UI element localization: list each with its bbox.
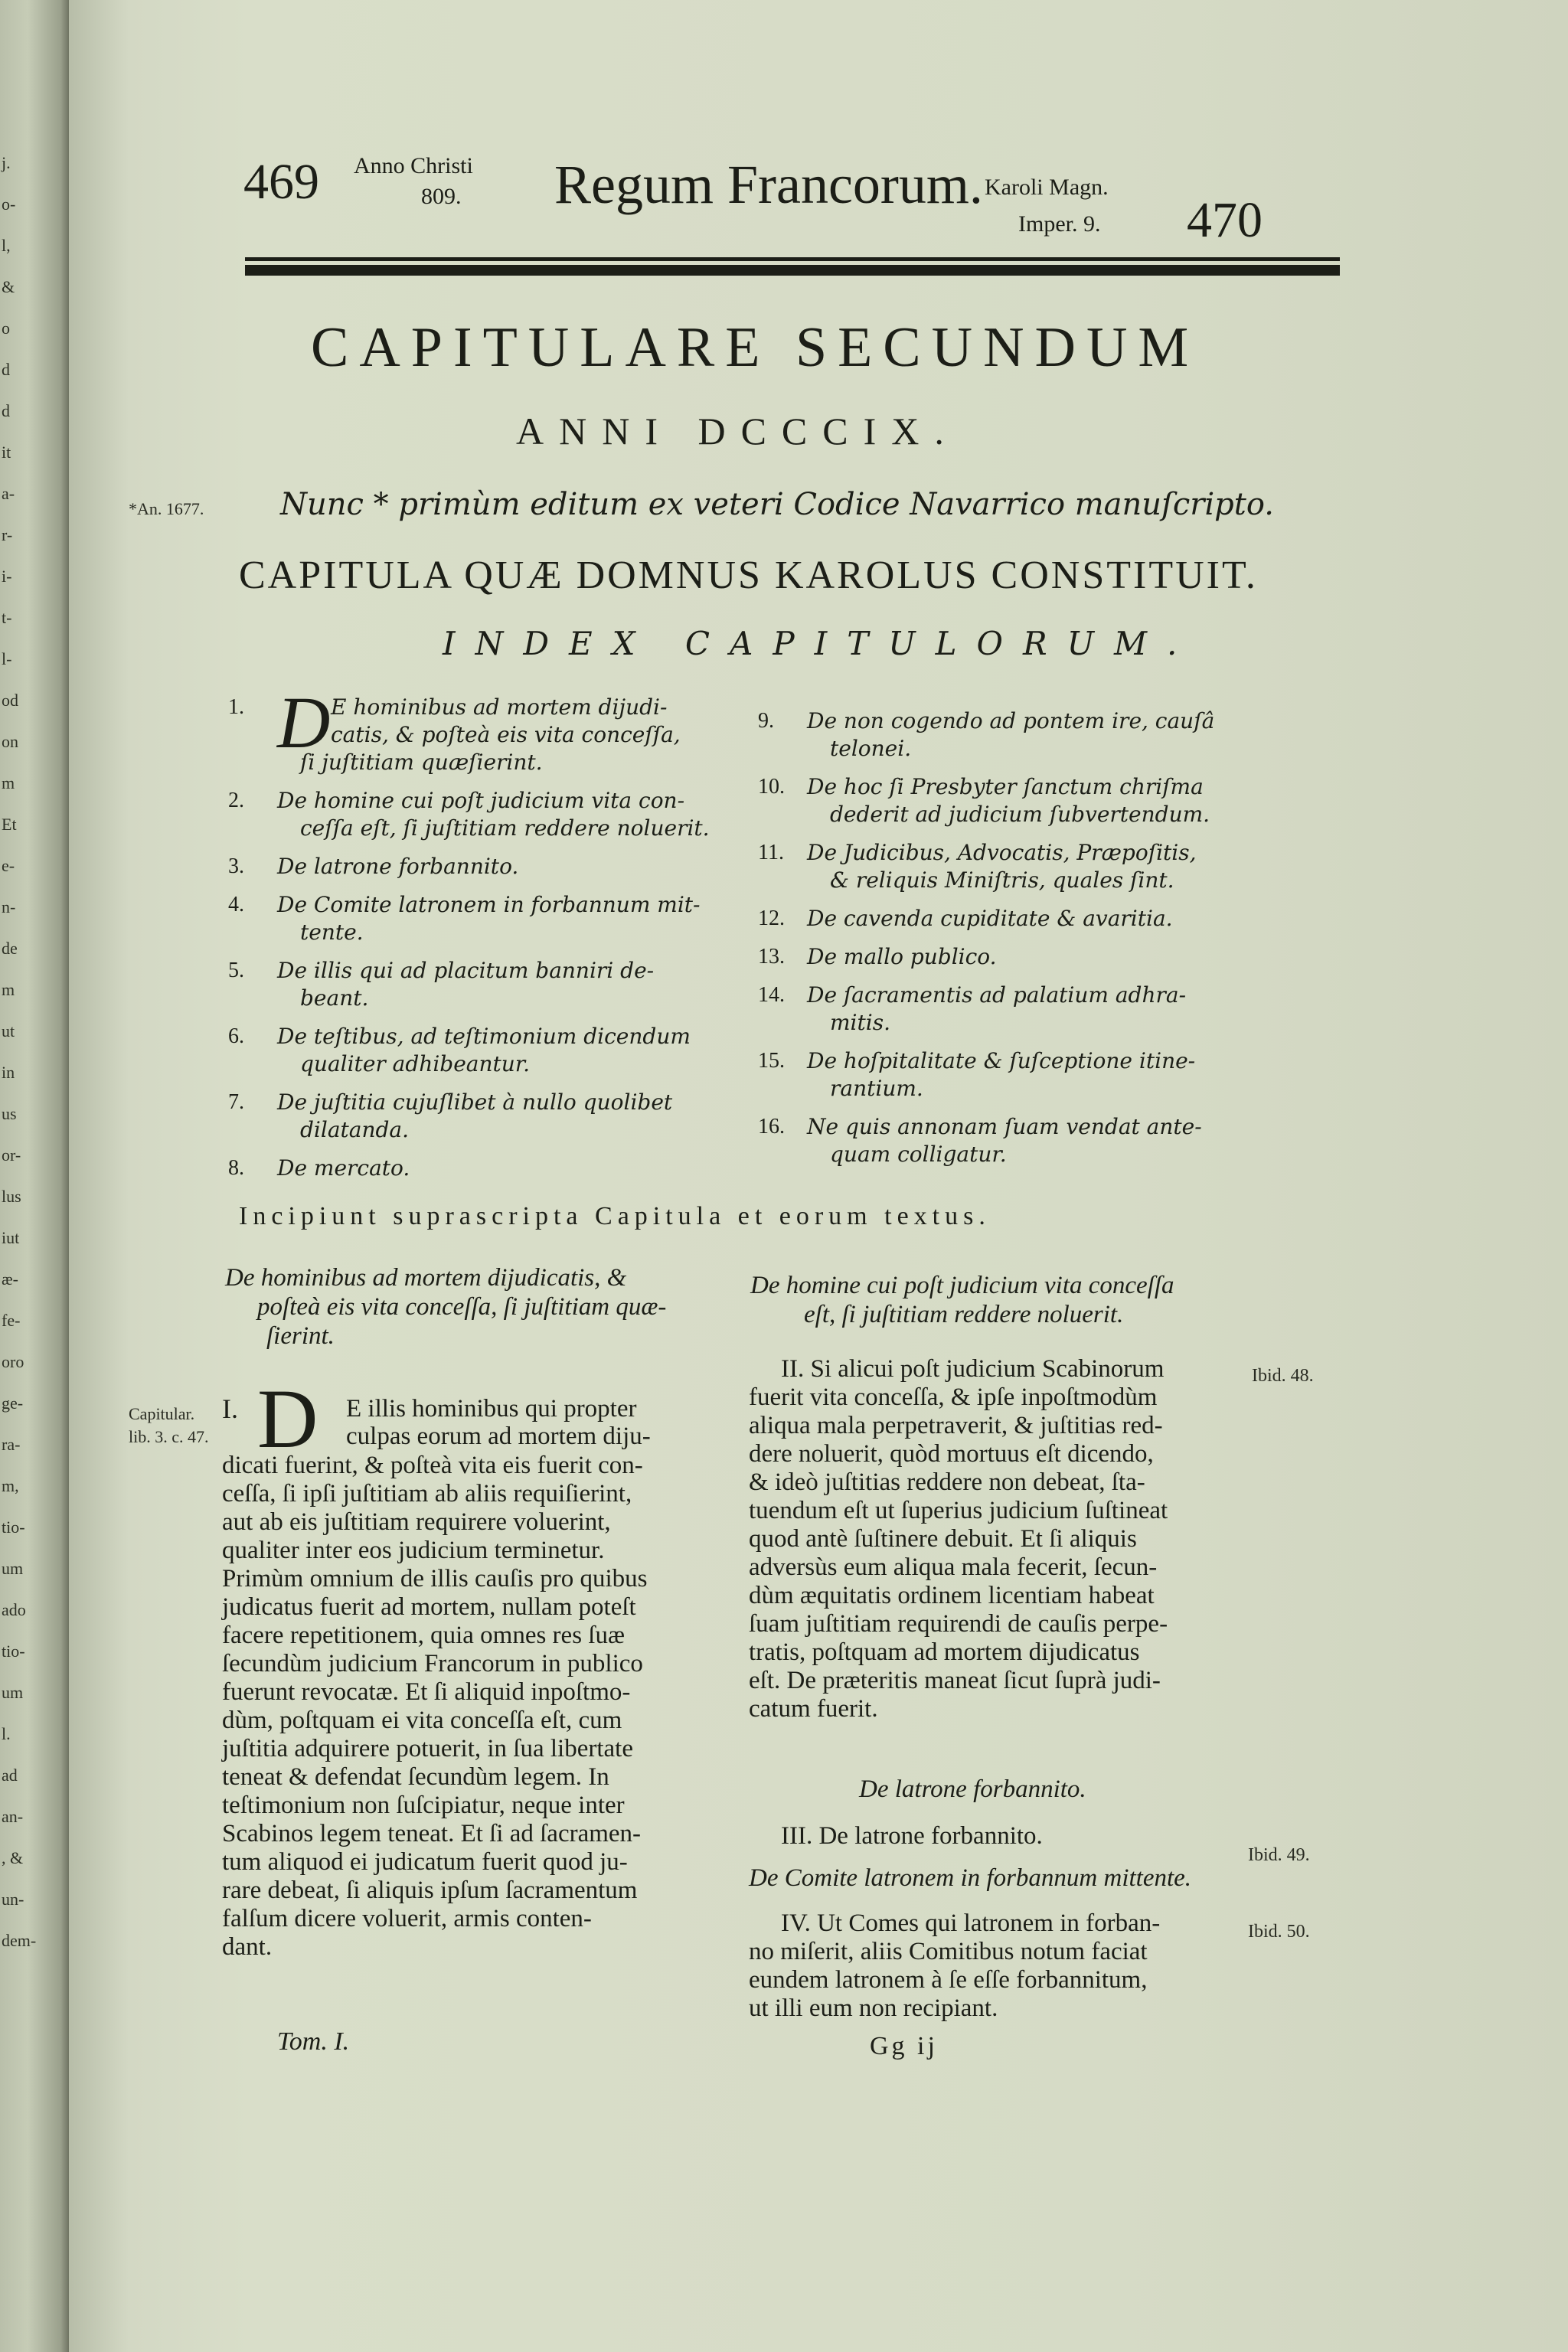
gutter-fragment: e- (2, 856, 15, 875)
index-entry-number: 8. (228, 1156, 244, 1180)
index-entry-line: dederit ad judicium ſubvertendum. (830, 802, 1210, 827)
gutter-fragment: d (2, 401, 10, 420)
index-entry (228, 681, 681, 776)
index-entry (228, 1155, 410, 1182)
index-entry-line: telonei. (830, 736, 912, 761)
right-body-line: dùm æquitatis ordinem licentiam habeat (749, 1582, 1155, 1609)
gutter-fragment: us (2, 1104, 17, 1123)
gutter-fragment: t- (2, 608, 12, 627)
anno-year: 809. (421, 184, 462, 209)
index-entry (228, 1023, 691, 1078)
index-entry-number: 1. (228, 695, 244, 719)
index-entry-line: ſi juſtitiam quæſierint. (300, 750, 543, 775)
gutter-fragment: & (2, 277, 15, 296)
gutter-fragment: d (2, 360, 10, 379)
gutter-fragment: iut (2, 1228, 20, 1247)
index-entry-number: 16. (758, 1115, 785, 1138)
index-entry-number: 3. (228, 854, 244, 878)
index-entry-line: De teſtibus, ad teſtimonium dicendum (277, 1024, 691, 1049)
index-entry-number: 15. (758, 1049, 785, 1073)
left-body-line: qualiter inter eos judicium terminetur. (222, 1537, 605, 1564)
anno-christi-label: Anno Christi (354, 153, 473, 178)
index-entry-number: 2. (228, 789, 244, 812)
index-entry-number: 9. (758, 709, 774, 733)
index-entry (228, 1089, 673, 1144)
gutter-fragment: tio- (2, 1517, 25, 1537)
margin-note-lib: lib. 3. c. 47. (129, 1427, 209, 1446)
edition-note: Nunc * primùm editum ex veteri Codice Navarrico manuſcripto. (280, 487, 1274, 522)
right-body-line: III. De latrone forbannito. (781, 1822, 1043, 1850)
karoli-magn-label: Karoli Magn. (985, 175, 1109, 200)
left-body-line: fuerunt revocatæ. Et ſi aliquid inpoſtmo- (222, 1678, 631, 1706)
left-body-line: teneat & defendat ſecundùm legem. In (222, 1763, 609, 1791)
index-heading: INDEX CAPITULORUM. (443, 625, 1197, 662)
right-body-line: IV. Ut Comes qui latronem in forban- (781, 1909, 1161, 1937)
gutter-fragment: od (2, 691, 18, 710)
index-entry-line: beant. (300, 985, 369, 1011)
gutter-fragment: o (2, 318, 10, 338)
book-page (69, 0, 1568, 2352)
index-entry-line: De Judicibus, Advocatis, Præpoſitis, (807, 840, 1197, 865)
index-entry-line: De hoc ſi Presbyter ſanctum chriſma (807, 774, 1204, 799)
index-drop-cap: D (277, 681, 331, 763)
index-entry (758, 839, 1197, 894)
gutter-fragment: an- (2, 1807, 24, 1826)
index-entry (758, 1047, 1196, 1102)
anni-subtitle: ANNI DCCCIX. (516, 410, 959, 452)
left-body-line: aut ab eis juſtitiam requirere voluerint, (222, 1508, 611, 1536)
capitulare-title: CAPITULARE SECUNDUM (311, 316, 1200, 379)
gutter-fragment: æ- (2, 1269, 18, 1289)
gutter-fragment: a- (2, 484, 15, 503)
gutter-fragment: Et (2, 815, 17, 834)
index-entry (228, 891, 701, 946)
gutter-fragment: dem- (2, 1931, 37, 1950)
right-body-line: fuerit vita conceſſa, & ipſe inpoſtmodùm (749, 1383, 1158, 1411)
gutter-fragment: ge- (2, 1393, 24, 1413)
right-body-line: ſuam juſtitiam requirendi de cauſis perpe- (749, 1610, 1168, 1638)
gutter-fragment: m (2, 773, 15, 792)
gutter-fragment: n- (2, 897, 16, 916)
index-entry-line: De homine cui poſt judicium vita con- (277, 788, 685, 813)
left-body-line: rare debeat, ſi aliquis ipſum ſacramentum (222, 1877, 638, 1904)
gutter-fragment: ad (2, 1766, 18, 1785)
index-entry-number: 7. (228, 1090, 244, 1114)
index-entry (758, 1113, 1202, 1168)
margin-note-year: *An. 1677. (129, 499, 204, 518)
left-folio: 469 (243, 154, 319, 210)
index-entry-line: De illis qui ad placitum banniri de- (277, 958, 655, 983)
index-entry-line: dilatanda. (300, 1117, 410, 1142)
left-heading-line: ſierint. (266, 1322, 335, 1350)
left-body-line: tum aliquod ei judicatum fuerit quod ju- (222, 1848, 628, 1876)
left-body-line: falſum dicere voluerit, armis conten- (222, 1905, 592, 1932)
header-rule-thick (245, 265, 1340, 276)
index-entry (228, 957, 655, 1012)
facing-page-gutter (0, 0, 69, 2352)
gutter-fragment: ut (2, 1021, 15, 1040)
gutter-fragment: l. (2, 1724, 11, 1743)
index-entry-number: 13. (758, 945, 785, 969)
gutter-fragment: m, (2, 1476, 19, 1495)
gutter-fragment: or- (2, 1145, 21, 1165)
left-body-line: Scabinos legem teneat. Et ſi ad ſacramen- (222, 1820, 642, 1847)
index-entry (228, 853, 519, 880)
header-rule-thin (245, 257, 1340, 261)
gutter-fragment: lus (2, 1187, 21, 1206)
right-body-line: quod antè ſuſtinere debuit. Et ſi aliquis (749, 1525, 1137, 1553)
right-body-line: ut illi eum non recipiant. (749, 1994, 998, 2022)
index-entry-line: De mercato. (277, 1155, 410, 1181)
signature-gg: Gg ij (870, 2032, 938, 2060)
gutter-fragment: it (2, 443, 11, 462)
right-body-line: eſt. De præteritis maneat ſicut ſuprà judi- (749, 1667, 1161, 1694)
index-entry-line: & reliquis Miniſtris, quales ſint. (830, 867, 1174, 893)
index-entry (758, 707, 1215, 763)
index-entry (758, 943, 997, 971)
right-body-line: eundem latronem à ſe eſſe forbannitum, (749, 1966, 1148, 1994)
chapter-numeral-I: I. (222, 1393, 238, 1424)
right-heading-line: De homine cui poſt judicium vita conceſſa (750, 1272, 1174, 1299)
right-folio: 470 (1187, 192, 1263, 248)
index-entry-line: De juſtitia cujuſlibet à nullo quolibet (277, 1089, 673, 1115)
gutter-fragment: j. (2, 153, 11, 172)
signature-tom: Tom. I. (277, 2027, 350, 2056)
index-entry-number: 5. (228, 959, 244, 982)
index-entry (758, 773, 1210, 828)
left-body-line: facere repetitionem, quia omnes res ſuæ (222, 1622, 625, 1649)
gutter-fragment: l, (2, 236, 11, 255)
left-heading-line: poſteà eis vita conceſſa, ſi juſtitiam quæ- (257, 1293, 667, 1321)
gutter-fragment: ado (2, 1600, 26, 1619)
gutter-fragment: r- (2, 525, 13, 544)
gutter-fragment: in (2, 1063, 15, 1082)
right-subheading: De Comite latronem in forbannum mittente. (749, 1864, 1192, 1892)
right-body-line: & ideò juſtitias reddere non debeat, ſta- (749, 1468, 1145, 1496)
index-entry (228, 787, 710, 842)
index-entry-line: De ſacramentis ad palatium adhra- (807, 982, 1187, 1008)
left-heading-line: De hominibus ad mortem dijudicatis, & (225, 1264, 627, 1292)
gutter-fragment: l- (2, 649, 12, 668)
index-entry-line: E hominibus ad mortem dijudi- (331, 694, 668, 720)
index-entry-number: 4. (228, 893, 244, 916)
index-entry-line: catis, & poſteà eis vita conceſſa, (331, 722, 681, 747)
index-entry-line: De Comite latronem in forbannum mit- (277, 892, 701, 917)
right-body-line: tuendum eſt ut ſuperius judicium ſuſtineat (749, 1497, 1168, 1524)
index-entry-line: De cavenda cupiditate & avaritia. (807, 906, 1173, 931)
right-body-line: dere noluerit, quòd mortuus eſt dicendo, (749, 1440, 1154, 1468)
margin-note-ibid-48: Ibid. 48. (1252, 1366, 1314, 1386)
index-entry-line: quam colligatur. (830, 1142, 1007, 1167)
left-body-line: dant. (222, 1933, 273, 1961)
left-body-line: juſtitia adquirere potuerit, in ſua libertate (222, 1735, 633, 1762)
index-entry-line: qualiter adhibeantur. (300, 1051, 530, 1076)
left-body-line: ceſſa, ſi ipſi juſtitiam ab aliis requiſierint, (222, 1480, 632, 1508)
index-entry (758, 905, 1173, 933)
left-body-line: ſecundùm judicium Francorum in publico (222, 1650, 643, 1677)
gutter-fragment: , & (2, 1848, 24, 1867)
incipiunt-heading: Incipiunt suprascripta Capitula et eorum textus. (239, 1202, 991, 1230)
right-body-line: II. Si alicui poſt judicium Scabinorum (781, 1355, 1165, 1383)
left-body-line: teſtimonium non ſuſcipiatur, neque inter (222, 1792, 625, 1819)
right-body-line: tratis, poſtquam ad mortem dijudicatus (749, 1638, 1140, 1666)
right-body-line: adversùs eum aliqua mala fecerit, ſecun- (749, 1553, 1158, 1581)
right-subheading: De latrone forbannito. (859, 1775, 1086, 1803)
gutter-fragment: on (2, 732, 18, 751)
left-body-line: dùm, poſtquam ei vita conceſſa eſt, cum (222, 1707, 622, 1734)
capitula-heading: CAPITULA QUÆ DOMNUS KAROLUS CONSTITUIT. (239, 554, 1258, 597)
index-entry-line: De latrone forbannito. (277, 854, 519, 879)
index-entry-line: tente. (300, 920, 364, 945)
right-body-line: no miſerit, aliis Comitibus notum faciat (749, 1938, 1148, 1965)
gutter-fragment: oro (2, 1352, 24, 1371)
left-body-line: culpas eorum ad mortem diju- (346, 1423, 651, 1450)
gutter-fragment: tio- (2, 1642, 25, 1661)
gutter-fragment: um (2, 1559, 24, 1578)
margin-note-ibid-49: Ibid. 49. (1248, 1845, 1310, 1865)
margin-note-ibid-50: Ibid. 50. (1248, 1922, 1310, 1942)
drop-cap-D: D (257, 1372, 318, 1465)
index-entry-line: De mallo publico. (807, 944, 997, 969)
index-entry-number: 6. (228, 1024, 244, 1048)
left-body-line: Primùm omnium de illis cauſis pro quibus (222, 1565, 648, 1592)
gutter-fragment: ra- (2, 1435, 21, 1454)
right-body-line: catum fuerit. (749, 1695, 878, 1723)
right-heading-line: eſt, ſi juſtitiam reddere noluerit. (804, 1301, 1124, 1328)
index-entry-number: 14. (758, 983, 785, 1007)
left-body-line: judicatus fuerit ad mortem, nullam poteſt (222, 1593, 636, 1621)
left-body-line: dicati fuerint, & poſteà vita eis fuerit con- (222, 1452, 643, 1479)
margin-note-capitular: Capitular. (129, 1404, 195, 1423)
gutter-fragment: o- (2, 194, 16, 214)
gutter-fragment: um (2, 1683, 24, 1702)
index-entry-line: De non cogendo ad pontem ire, cauſâ (807, 708, 1215, 733)
index-entry-number: 12. (758, 906, 785, 930)
gutter-fragment: i- (2, 567, 12, 586)
index-entry (758, 982, 1187, 1037)
running-title: Regum Francorum. (554, 154, 983, 215)
imper-label: Imper. 9. (1018, 211, 1101, 237)
index-entry-line: mitis. (830, 1010, 890, 1035)
index-entry-number: 10. (758, 775, 785, 799)
index-entry-number: 11. (758, 841, 784, 864)
right-body-line: aliqua mala perpetraverit, & juſtitias red- (749, 1412, 1163, 1439)
left-body-line: E illis hominibus qui propter (346, 1395, 637, 1423)
index-entry-line: De hoſpitalitate & ſuſceptione itine- (807, 1048, 1196, 1073)
index-entry-line: Ne quis annonam ſuam vendat ante- (807, 1114, 1202, 1139)
gutter-fragment: m (2, 980, 15, 999)
gutter-fragment: de (2, 939, 18, 958)
index-entry-line: ceſſa eſt, ſi juſtitiam reddere noluerit. (300, 815, 710, 841)
gutter-fragment: fe- (2, 1311, 21, 1330)
index-entry-line: rantium. (830, 1076, 923, 1101)
gutter-fragment: un- (2, 1890, 24, 1909)
